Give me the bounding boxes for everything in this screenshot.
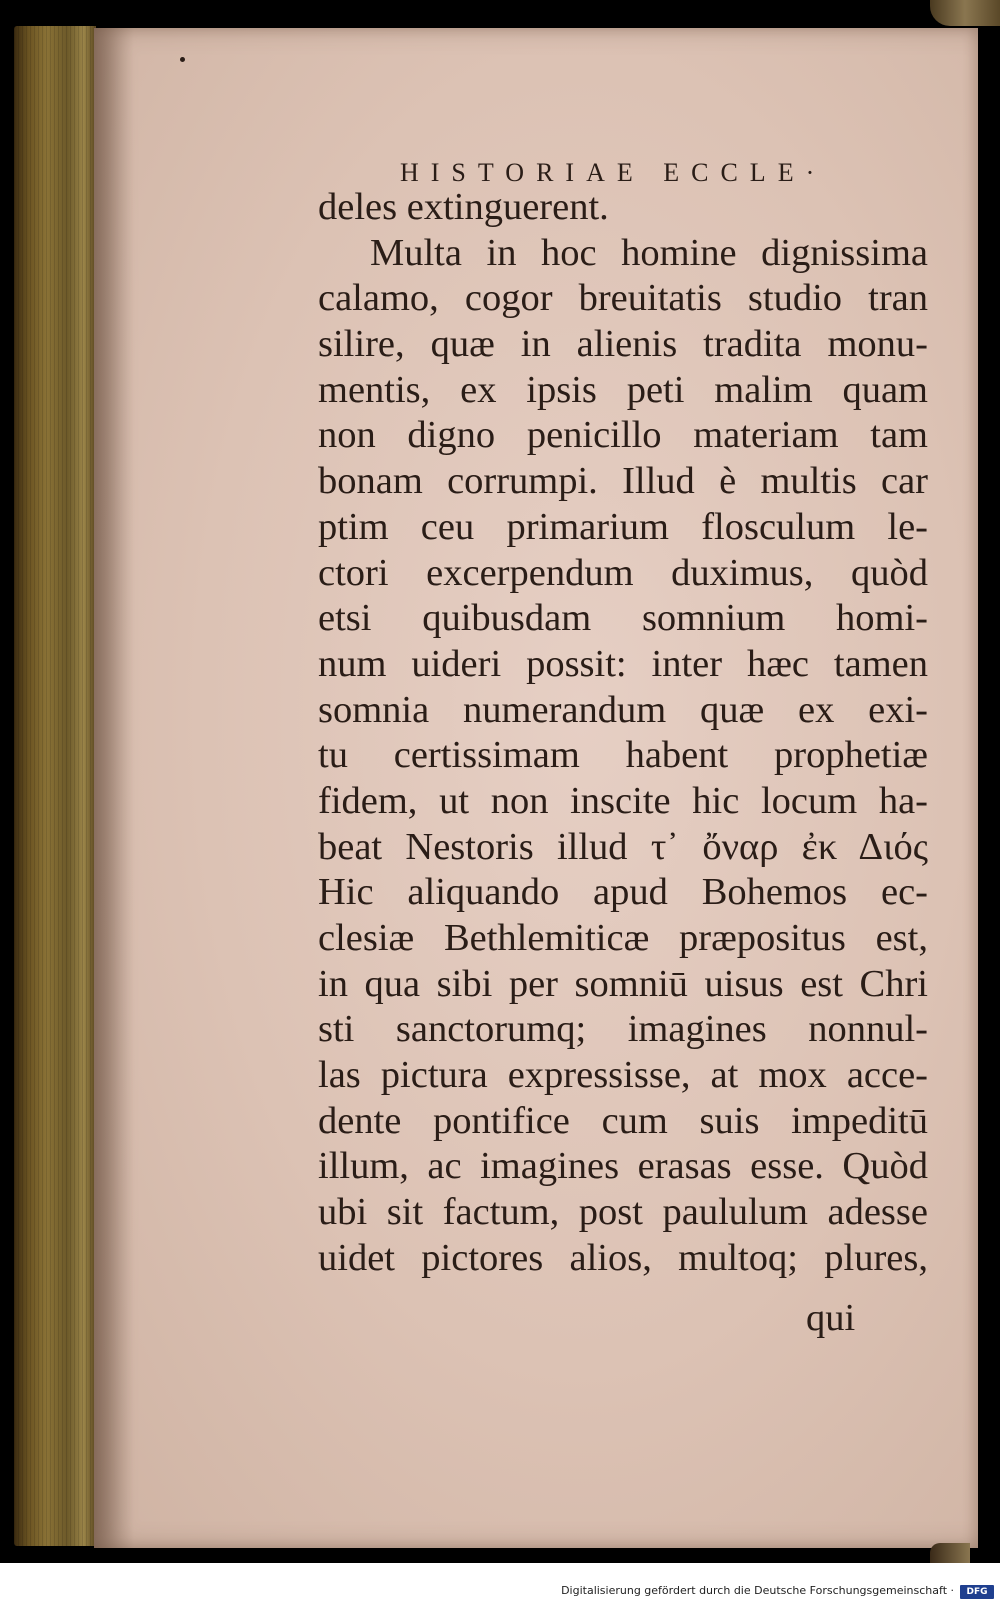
- text-line-6: non digno penicillo materiam tam: [318, 414, 928, 457]
- text-line-13: tu certissimam habent prophetiæ: [318, 734, 928, 777]
- running-head: HISTORIAE ECCLE·: [400, 158, 827, 187]
- text-line-21: dente pontifice cum suis impeditū: [318, 1099, 928, 1142]
- text-line-20: las pictura expressisse, at mox acce-: [318, 1054, 928, 1097]
- spine-shadow: [94, 28, 134, 1548]
- text-line-19: sti sanctorumq; imagines nonnul-: [318, 1008, 928, 1051]
- text-line-24: uidet pictores alios, multoq; plures,: [318, 1236, 928, 1279]
- catchword: qui: [806, 1297, 856, 1339]
- text-line-3: calamo, cogor breuitatis studio tran: [318, 277, 928, 320]
- book-corner-top: [930, 0, 1000, 26]
- text-line-12: somnia numerandum quæ ex exi-: [318, 688, 928, 731]
- text-line-23: ubi sit factum, post paululum adesse: [318, 1191, 928, 1234]
- text-line-9: ctori excerpendum duximus, quòd: [318, 551, 928, 594]
- text-line-16: Hic aliquando apud Bohemos ec-: [318, 871, 928, 914]
- text-line-15: beat Nestoris illud τ᾽ ὄναρ ἐκ Διός: [318, 825, 928, 868]
- text-line-8: ptim ceu primarium flosculum le-: [318, 505, 928, 548]
- text-line-17: clesiæ Bethlemiticæ præpositus est,: [318, 917, 928, 960]
- funding-credit: Digitalisierung gefördert durch die Deutsche Forschungsgemeinschaft ·: [561, 1584, 954, 1597]
- footer-bar: [0, 1563, 1000, 1603]
- ink-speck: [180, 57, 185, 62]
- text-line-18: in qua sibi per somniū uisus est Chri: [318, 962, 928, 1005]
- text-line-22: illum, ac imagines erasas esse. Quòd: [318, 1145, 928, 1188]
- dfg-logo: DFG: [960, 1585, 994, 1599]
- book-corner-bottom: [930, 1543, 970, 1563]
- gilded-page-edges: [14, 26, 96, 1546]
- text-line-1: deles extinguerent.: [318, 186, 609, 228]
- body-text: [318, 185, 928, 1282]
- text-line-2: Multa in hoc homine dignissima: [370, 231, 928, 274]
- text-line-11: num uideri possit: inter hæc tamen: [318, 642, 928, 685]
- text-line-5: mentis, ex ipsis peti malim quam: [318, 368, 928, 411]
- text-line-10: etsi quibusdam somnium homi-: [318, 597, 928, 640]
- text-line-7: bonam corrumpi. Illud è multis car: [318, 460, 928, 503]
- text-line-4: silire, quæ in alienis tradita monu-: [318, 323, 928, 366]
- text-line-14: fidem, ut non inscite hic locum ha-: [318, 779, 928, 822]
